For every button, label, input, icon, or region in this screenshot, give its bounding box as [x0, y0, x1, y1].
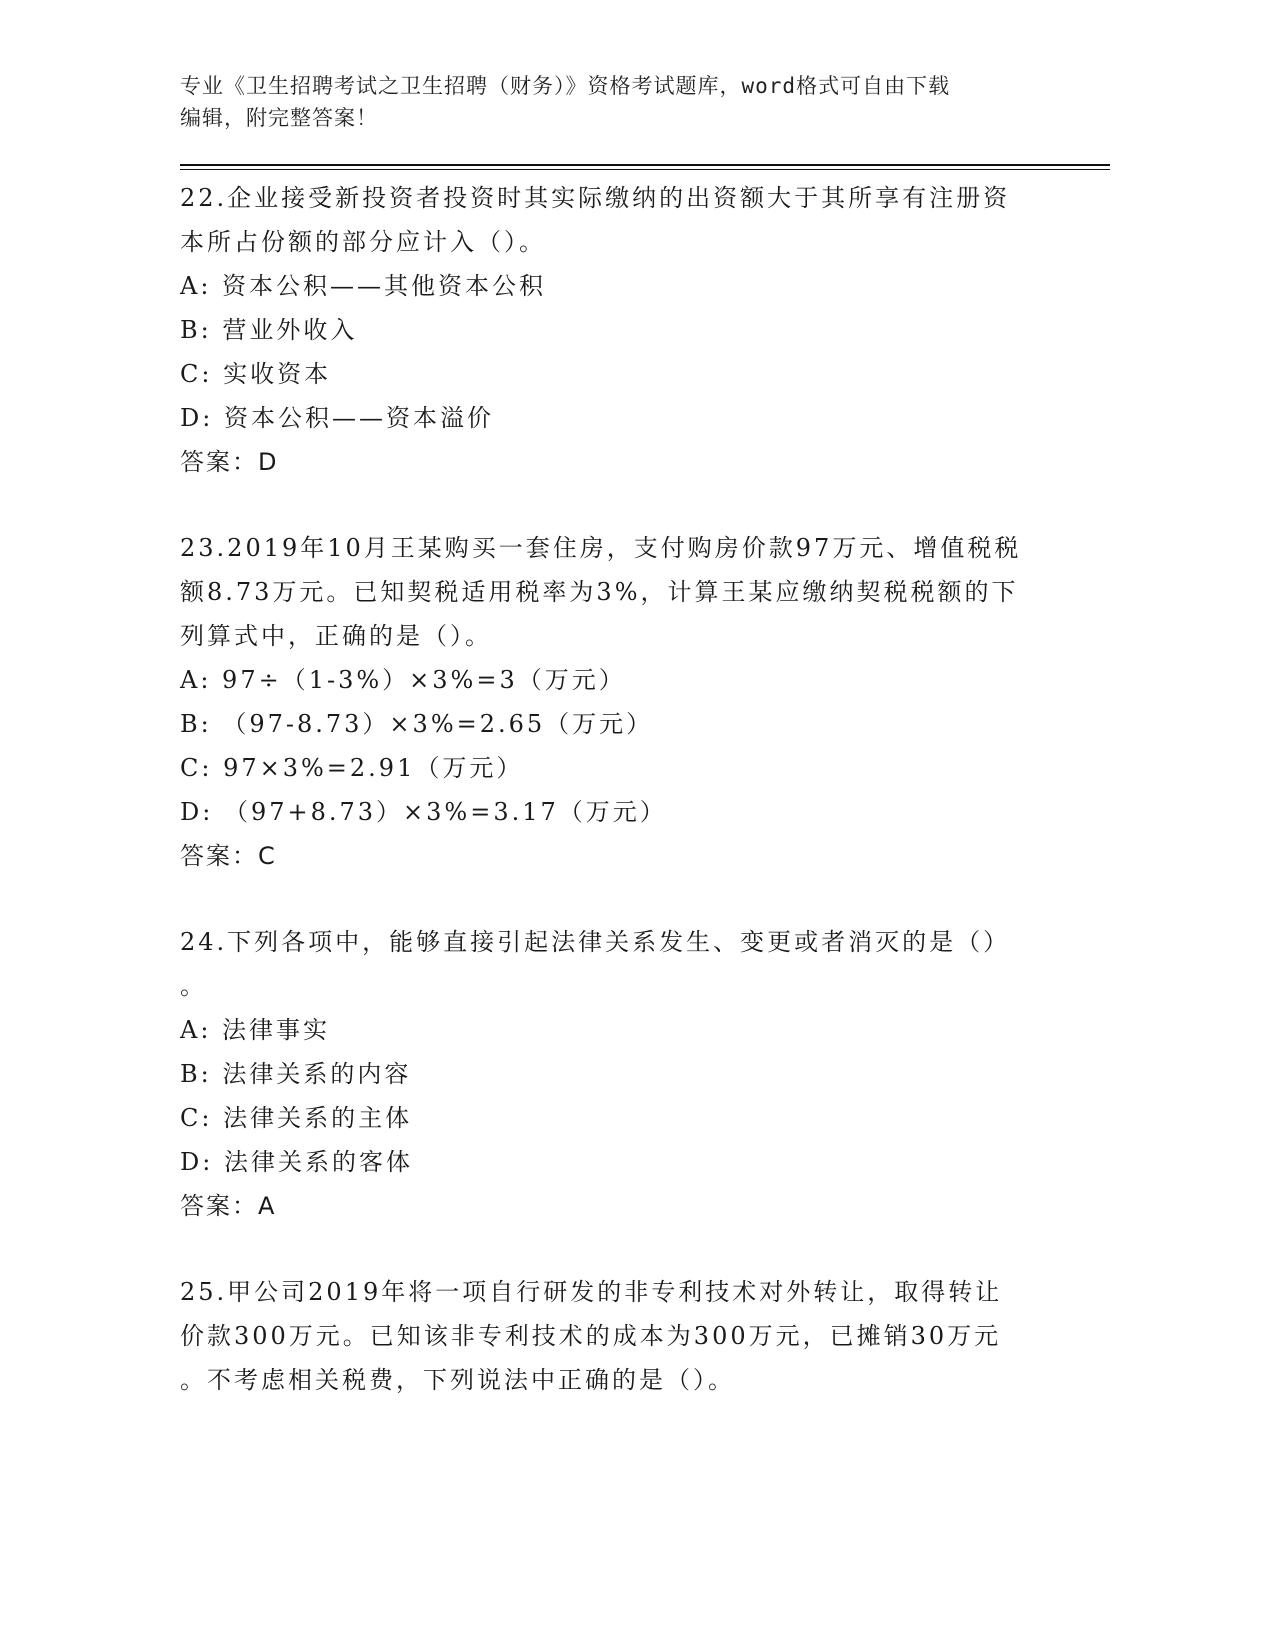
- question-stem-line: 额8.73万元。已知契税适用税率为3%，计算王某应缴纳契税税额的下: [180, 578, 1019, 606]
- question-stem-line: 24.下列各项中，能够直接引起法律关系发生、变更或者消灭的是（）: [180, 928, 1011, 956]
- option-a: A: 97÷（1-3%）×3%=3（万元）: [180, 666, 626, 694]
- document-header: [180, 70, 1040, 134]
- question-22: [180, 176, 1040, 484]
- answer: 答案：D: [180, 448, 279, 476]
- question-stem-line: 本所占份额的部分应计入（）。: [180, 228, 546, 256]
- option-d: D: 资本公积——资本溢价: [180, 404, 494, 432]
- option-c: C: 97×3%=2.91（万元）: [180, 754, 524, 782]
- question-25: [180, 1270, 1040, 1402]
- question-stem-line: 25.甲公司2019年将一项自行研发的非专利技术对外转让，取得转让: [180, 1278, 1003, 1306]
- question-23: [180, 526, 1040, 878]
- answer: 答案：A: [180, 1192, 277, 1220]
- header-line-1: 专业《卫生招聘考试之卫生招聘（财务）》资格考试题库，word格式可自由下载: [180, 74, 951, 98]
- header-line-2: 编辑，附完整答案！: [180, 106, 378, 130]
- option-a: A: 资本公积——其他资本公积: [180, 272, 547, 300]
- question-stem-line: 。不考虑相关税费，下列说法中正确的是（）。: [180, 1366, 735, 1394]
- option-a: A: 法律事实: [180, 1016, 331, 1044]
- header-divider: [180, 164, 1110, 170]
- question-stem-line: 。: [180, 972, 207, 1000]
- question-24: [180, 920, 1040, 1228]
- option-c: C: 法律关系的主体: [180, 1104, 413, 1132]
- option-b: B: 法律关系的内容: [180, 1060, 412, 1088]
- option-d: D: （97+8.73）×3%=3.17（万元）: [180, 798, 667, 826]
- question-stem-line: 列算式中，正确的是（）。: [180, 622, 492, 650]
- question-stem-line: 22.企业接受新投资者投资时其实际缴纳的出资额大于其所享有注册资: [180, 184, 1011, 212]
- question-stem-line: 23.2019年10月王某购买一套住房，支付购房价款97万元、增值税税: [180, 534, 1022, 562]
- document-page: [180, 70, 1110, 1402]
- option-b: B: （97-8.73）×3%=2.65（万元）: [180, 710, 654, 738]
- option-b: B: 营业外收入: [180, 316, 358, 344]
- question-stem-line: 价款300万元。已知该非专利技术的成本为300万元，已摊销30万元: [180, 1322, 1002, 1350]
- option-d: D: 法律关系的客体: [180, 1148, 413, 1176]
- option-c: C: 实收资本: [180, 360, 332, 388]
- answer: 答案：C: [180, 842, 277, 870]
